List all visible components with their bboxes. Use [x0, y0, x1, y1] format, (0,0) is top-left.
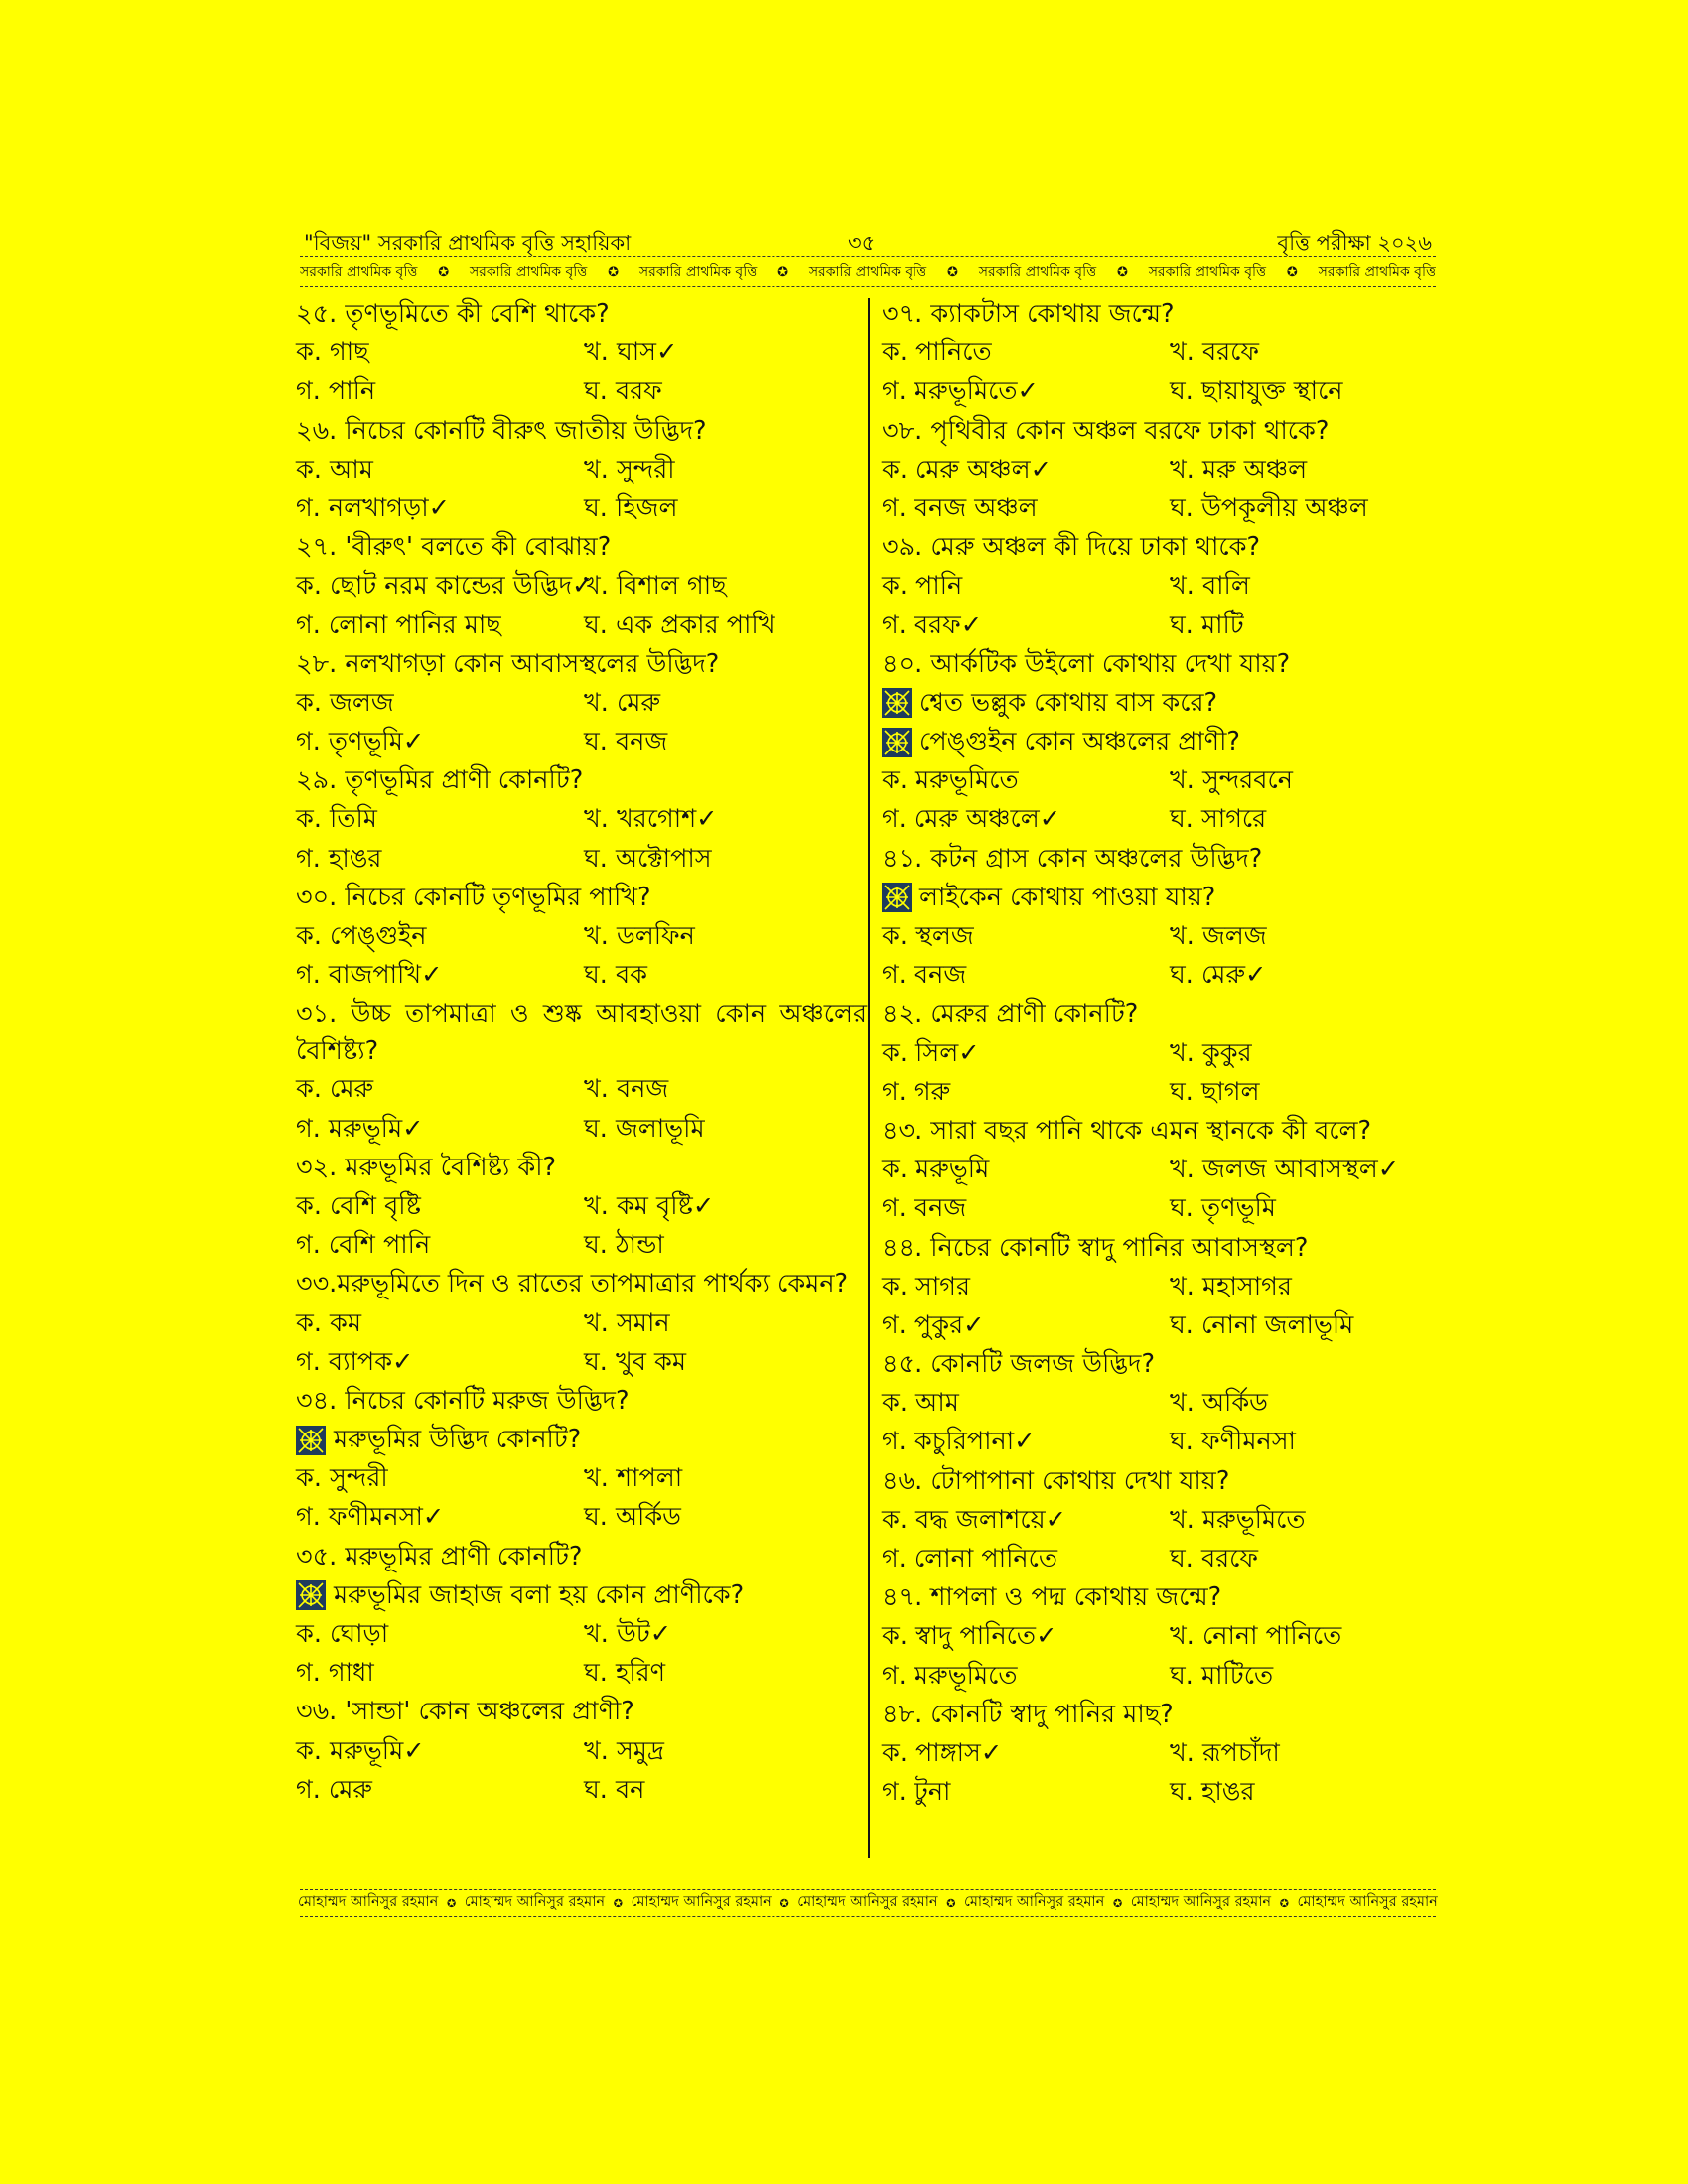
- option: ক. পেঙ্গুইন: [296, 921, 427, 951]
- option: গ. লোনা পানির মাছ: [296, 610, 501, 640]
- option: ক. সাগর: [882, 1271, 971, 1301]
- option: খ. নোনা পানিতে: [1170, 1621, 1342, 1652]
- question: ৪৮. কোনটি স্বাদু পানির মাছ?: [882, 1699, 1174, 1729]
- option: গ. হাঙর: [296, 843, 382, 874]
- question: ৪৪. নিচের কোনটি স্বাদু পানির আবাসস্থল?: [882, 1232, 1309, 1263]
- option-row: [882, 800, 1453, 839]
- option: ক. তিমি: [296, 804, 377, 835]
- option: ক. আম: [882, 1388, 959, 1419]
- related-question: [296, 1576, 867, 1615]
- option: ক. ছোট নরম কান্ডের উদ্ভিদ✓: [296, 571, 594, 602]
- option: ঘ. মাটিতে: [1170, 1660, 1274, 1691]
- option: ক. সুন্দরী: [296, 1463, 388, 1494]
- option: ঘ. এক প্রকার পাখি: [584, 610, 775, 640]
- option: ক. পাঙ্গাস✓: [882, 1737, 1003, 1768]
- book-title: "বিজয়" সরকারি প্রাথমিক বৃত্তি সহায়িকা: [304, 231, 632, 255]
- option-row: [296, 1343, 867, 1382]
- option: গ. মেরু: [296, 1774, 372, 1805]
- option: খ. বরফে: [1170, 338, 1260, 368]
- page-header: [300, 223, 1436, 255]
- star-icon: ✪: [946, 1896, 956, 1910]
- option-row: [296, 607, 867, 645]
- option: গ. নলখাগড়া✓: [296, 492, 450, 523]
- star-icon: ✪: [1112, 1896, 1123, 1910]
- option: গ. বনজ: [882, 1193, 967, 1224]
- author-name: মোহাম্মদ আনিসুর রহমান: [964, 1894, 1105, 1910]
- question: ৪৭. শাপলা ও পদ্ম কোথায় জন্মে?: [882, 1582, 1222, 1613]
- related-question: [882, 723, 1453, 761]
- option-row: [882, 1268, 1453, 1306]
- option: গ. টুনা: [882, 1777, 951, 1808]
- option-row: [882, 1306, 1453, 1345]
- star-icon: ✪: [779, 1896, 789, 1910]
- option: গ. পুকুর✓: [882, 1309, 985, 1340]
- question: ৩৮. পৃথিবীর কোন অঞ্চল বরফে ঢাকা থাকে?: [882, 415, 1330, 446]
- option-row: [296, 1070, 867, 1109]
- option: ঘ. খুব কম: [584, 1346, 687, 1377]
- option: খ. উট✓: [584, 1619, 672, 1649]
- author-name: মোহাম্মদ আনিসুর রহমান: [797, 1894, 938, 1910]
- option-row: [882, 489, 1453, 528]
- option: ঘ. সাগরে: [1170, 804, 1267, 835]
- strip-item: সরকারি প্রাথমিক বৃত্তি: [808, 264, 927, 280]
- option: খ. শাপলা: [584, 1463, 683, 1494]
- option: ক. কম: [296, 1307, 362, 1338]
- option: ঘ. অক্টোপাস: [584, 843, 712, 874]
- option: খ. সমান: [584, 1307, 670, 1338]
- option-row: [296, 1498, 867, 1537]
- option: খ. সুন্দরবনে: [1170, 765, 1293, 796]
- option-row: [296, 1459, 867, 1498]
- question: ২৮. নলখাগড়া কোন আবাসস্থলের উদ্ভিদ?: [296, 648, 720, 679]
- option-row: [882, 567, 1453, 606]
- option-row: [296, 684, 867, 723]
- option: গ. গরু: [882, 1076, 951, 1107]
- option-row: [882, 1501, 1453, 1540]
- option: ক. মরুভূমি✓: [296, 1735, 425, 1766]
- option: গ. বনজ অঞ্চল: [882, 492, 1038, 523]
- strip-item: সরকারি প্রাথমিক বৃত্তি: [300, 264, 418, 280]
- option: গ. মেরু অঞ্চলে✓: [882, 804, 1061, 835]
- option-row: [882, 1151, 1453, 1189]
- option: গ. বনজ: [882, 960, 967, 991]
- option-row: [882, 1734, 1453, 1773]
- option-row: [296, 1110, 867, 1149]
- option: ক. মেরু অঞ্চল✓: [882, 454, 1052, 484]
- ornament-icon: [882, 883, 912, 912]
- question: ৩০. নিচের কোনটি তৃণভূমির পাখি?: [296, 882, 651, 912]
- star-icon: ✪: [1116, 264, 1128, 280]
- option: ঘ. ছাগল: [1170, 1076, 1260, 1107]
- option: ক. স্বাদু পানিতে✓: [882, 1621, 1057, 1652]
- question: ৪৩. সারা বছর পানি থাকে এমন স্থানকে কী বলে?: [882, 1115, 1372, 1146]
- option: খ. রূপচাঁদা: [1170, 1737, 1280, 1768]
- option: ক. সিল✓: [882, 1037, 980, 1068]
- option: ঘ. বক: [584, 960, 647, 991]
- question: ২৭. 'বীরুৎ' বলতে কী বোঝায়?: [296, 532, 612, 563]
- option: ঘ. উপকূলীয় অঞ্চল: [1170, 492, 1368, 523]
- question: ৩৯. মেরু অঞ্চল কী দিয়ে ঢাকা থাকে?: [882, 532, 1260, 563]
- option: গ. বেশি পানি: [296, 1230, 431, 1261]
- option-row: [882, 1384, 1453, 1423]
- option: ঘ. জলাভূমি: [584, 1113, 705, 1144]
- exam-title: বৃত্তি পরীক্ষা ২০২৬: [1277, 231, 1432, 255]
- option: গ. বরফ✓: [882, 610, 983, 640]
- option-row: [882, 1657, 1453, 1696]
- ornament-icon: [296, 1580, 326, 1610]
- footer-rule-top: [300, 1889, 1436, 1890]
- option-row: [296, 956, 867, 995]
- star-icon: ✪: [947, 264, 958, 280]
- related-question-text: শ্বেত ভল্লুক কোথায় বাস করে?: [919, 687, 1218, 718]
- option: ঘ. হিজল: [584, 492, 678, 523]
- question: ৩৪. নিচের কোনটি মরুজ উদ্ভিদ?: [296, 1385, 630, 1416]
- option: খ. ঘাস✓: [584, 338, 678, 368]
- option: গ. কচুরিপানা✓: [882, 1427, 1036, 1457]
- option: ক. পানিতে: [882, 338, 992, 368]
- option-row: [882, 1617, 1453, 1656]
- option: ক. বদ্ধ জলাশয়ে✓: [882, 1504, 1066, 1535]
- option: ক. আম: [296, 454, 373, 484]
- question: ২৯. তৃণভূমির প্রাণী কোনটি?: [296, 765, 584, 796]
- strip-item: সরকারি প্রাথমিক বৃত্তি: [469, 264, 588, 280]
- option: ক. ঘোড়া: [296, 1619, 389, 1649]
- option: ক. জলজ: [296, 687, 394, 718]
- option: ঘ. বরফে: [1170, 1544, 1259, 1573]
- option: খ. ডলফিন: [584, 921, 695, 951]
- option: খ. মেরু: [584, 687, 661, 718]
- option: খ. মরুভূমিতে: [1170, 1504, 1306, 1535]
- related-question-text: মরুভূমির উদ্ভিদ কোনটি?: [334, 1425, 582, 1455]
- option: গ. লোনা পানিতে: [882, 1544, 1057, 1573]
- question: ৩১. উচ্চ তাপমাত্রা ও শুষ্ক আবহাওয়া কোন অঞ্চলের বৈশিষ্ট্য?: [296, 999, 867, 1067]
- option: ঘ. ফণীমনসা: [1170, 1427, 1296, 1457]
- option-row: [882, 1540, 1453, 1578]
- option-row: [882, 1034, 1453, 1073]
- option-row: [296, 917, 867, 956]
- option: ক. মরুভূমিতে: [882, 765, 1019, 796]
- strip-item: সরকারি প্রাথমিক বৃত্তি: [638, 264, 758, 280]
- page-number: ৩৫: [848, 231, 876, 255]
- author-name: মোহাম্মদ আনিসুর রহমান: [1297, 1894, 1438, 1910]
- option: ঘ. হাঙর: [1170, 1777, 1255, 1808]
- option: ক. মেরু: [296, 1074, 374, 1105]
- option: খ. কম বৃষ্টি✓: [584, 1190, 715, 1221]
- question: ৩৫. মরুভূমির প্রাণী কোনটি?: [296, 1541, 583, 1571]
- left-column: [296, 295, 867, 1810]
- option-row: [882, 917, 1453, 956]
- option-row: [296, 1771, 867, 1810]
- ornament-icon: [882, 728, 912, 757]
- option: ঘ. অর্কিড: [584, 1502, 681, 1533]
- option: খ. বালি: [1170, 571, 1250, 602]
- option: ঘ. ছায়াযুক্ত স্থানে: [1170, 376, 1343, 407]
- option: ঘ. নোনা জলাভূমি: [1170, 1309, 1354, 1340]
- option: ঘ. মাটি: [1170, 610, 1244, 640]
- option: ঘ. হরিণ: [584, 1658, 666, 1689]
- option: খ. মহাসাগর: [1170, 1271, 1292, 1301]
- question: ২৫. তৃণভূমিতে কী বেশি থাকে?: [296, 299, 610, 329]
- option: ঘ. ঠান্ডা: [584, 1230, 664, 1261]
- option-row: [882, 956, 1453, 995]
- option-row: [296, 372, 867, 411]
- option: খ. মরু অঞ্চল: [1170, 454, 1308, 484]
- option-row: [296, 489, 867, 528]
- star-icon: ✪: [1286, 264, 1298, 280]
- footer-strip: [298, 1892, 1438, 1914]
- option-row: [296, 1226, 867, 1265]
- question: ৩৬. 'সান্ডা' কোন অঞ্চলের প্রাণী?: [296, 1697, 634, 1727]
- question: ৩৩.মরুভূমিতে দিন ও রাতের তাপমাত্রার পার্থক্য কেমন?: [296, 1269, 849, 1299]
- author-name: মোহাম্মদ আনিসুর রহমান: [298, 1894, 439, 1910]
- related-question: [882, 879, 1453, 917]
- option: খ. সুন্দরী: [584, 454, 675, 484]
- option-row: [296, 1187, 867, 1226]
- star-icon: ✪: [438, 264, 450, 280]
- option-row: [882, 1773, 1453, 1812]
- option: ঘ. বনজ: [584, 727, 668, 757]
- related-question-text: মরুভূমির জাহাজ বলা হয় কোন প্রাণীকে?: [334, 1579, 745, 1610]
- author-name: মোহাম্মদ আনিসুর রহমান: [1130, 1894, 1272, 1910]
- option: ক. বেশি বৃষ্টি: [296, 1190, 421, 1221]
- question: ৪৫. কোনটি জলজ উদ্ভিদ?: [882, 1349, 1155, 1380]
- question: ৪০. আর্কটিক উইলো কোথায় দেখা যায়?: [882, 648, 1291, 679]
- option-row: [296, 723, 867, 761]
- star-icon: ✪: [1279, 1896, 1289, 1910]
- option: ঘ. বন: [584, 1774, 645, 1805]
- question: ৪১. কটন গ্রাস কোন অঞ্চলের উদ্ভিদ?: [882, 843, 1263, 874]
- question: ২৬. নিচের কোনটি বীরুৎ জাতীয় উদ্ভিদ?: [296, 415, 707, 446]
- option-row: [882, 761, 1453, 800]
- option: খ. বনজ: [584, 1074, 669, 1105]
- option: গ. পানি: [296, 376, 376, 407]
- question: ৪২. মেরুর প্রাণী কোনটি?: [882, 999, 1139, 1029]
- related-question: [882, 684, 1453, 723]
- option: গ. ফণীমনসা✓: [296, 1502, 445, 1533]
- option: গ. ব্যাপক✓: [296, 1346, 414, 1377]
- author-name: মোহাম্মদ আনিসুর রহমান: [631, 1894, 772, 1910]
- question: ৪৬. টোপাপানা কোথায় দেখা যায়?: [882, 1465, 1230, 1496]
- option: গ. বাজপাখি✓: [296, 960, 443, 991]
- option-row: [882, 1073, 1453, 1112]
- question: ৩৭. ক্যাকটাস কোথায় জন্মে?: [882, 299, 1175, 329]
- option-row: [882, 607, 1453, 645]
- star-icon: ✪: [446, 1896, 457, 1910]
- question: ৩২. মরুভূমির বৈশিষ্ট্য কী?: [296, 1152, 557, 1182]
- strip-item: সরকারি প্রাথমিক বৃত্তি: [1318, 264, 1436, 280]
- option-row: [296, 1304, 867, 1343]
- header-strip: [300, 260, 1436, 284]
- option: খ. জলজ: [1170, 921, 1267, 951]
- option-row: [296, 800, 867, 839]
- option: খ. বিশাল গাছ: [584, 571, 727, 602]
- option: গ. মরুভূমিতে✓: [882, 376, 1039, 407]
- option: গ. মরুভূমিতে: [882, 1660, 1018, 1691]
- star-icon: ✪: [608, 264, 620, 280]
- option: ক. পানি: [882, 571, 963, 602]
- strip-rule: [300, 286, 1436, 287]
- star-icon: ✪: [777, 264, 788, 280]
- column-divider: [868, 298, 870, 1858]
- option: ক. স্থলজ: [882, 921, 974, 951]
- option: খ. জলজ আবাসস্থল✓: [1170, 1155, 1400, 1185]
- option-row: [296, 1615, 867, 1654]
- option: ক. মরুভূমি: [882, 1155, 990, 1185]
- option: খ. সমুদ্র: [584, 1735, 664, 1766]
- footer-rule-bottom: [300, 1916, 1436, 1917]
- option-row: [882, 1189, 1453, 1228]
- star-icon: ✪: [613, 1896, 623, 1910]
- option-row: [296, 567, 867, 606]
- option-row: [296, 334, 867, 372]
- option: গ. তৃণভূমি✓: [296, 727, 425, 757]
- header-rule: [300, 256, 1436, 257]
- option: ঘ. মেরু✓: [1170, 960, 1267, 991]
- option: গ. মরুভূমি✓: [296, 1113, 424, 1144]
- strip-item: সরকারি প্রাথমিক বৃত্তি: [1148, 264, 1267, 280]
- option-row: [882, 372, 1453, 411]
- author-name: মোহাম্মদ আনিসুর রহমান: [464, 1894, 606, 1910]
- option-row: [882, 451, 1453, 489]
- strip-item: সরকারি প্রাথমিক বৃত্তি: [978, 264, 1097, 280]
- related-question-text: লাইকেন কোথায় পাওয়া যায়?: [919, 882, 1216, 912]
- option-row: [296, 1732, 867, 1771]
- option: ঘ. তৃণভূমি: [1170, 1193, 1276, 1224]
- option: ঘ. বরফ: [584, 376, 662, 407]
- option: ক. গাছ: [296, 338, 369, 368]
- option-row: [296, 1654, 867, 1693]
- option-row: [882, 334, 1453, 372]
- option: গ. গাধা: [296, 1658, 374, 1689]
- option: খ. অর্কিড: [1170, 1388, 1268, 1419]
- option: খ. কুকুর: [1170, 1037, 1252, 1068]
- related-question: [296, 1421, 867, 1459]
- right-column: [882, 295, 1453, 1812]
- ornament-icon: [882, 688, 912, 718]
- related-question-text: পেঙ্গুইন কোন অঞ্চলের প্রাণী?: [919, 727, 1240, 757]
- option: খ. খরগোশ✓: [584, 804, 718, 835]
- option-row: [296, 451, 867, 489]
- option-row: [296, 840, 867, 879]
- ornament-icon: [296, 1426, 326, 1455]
- option-row: [882, 1423, 1453, 1461]
